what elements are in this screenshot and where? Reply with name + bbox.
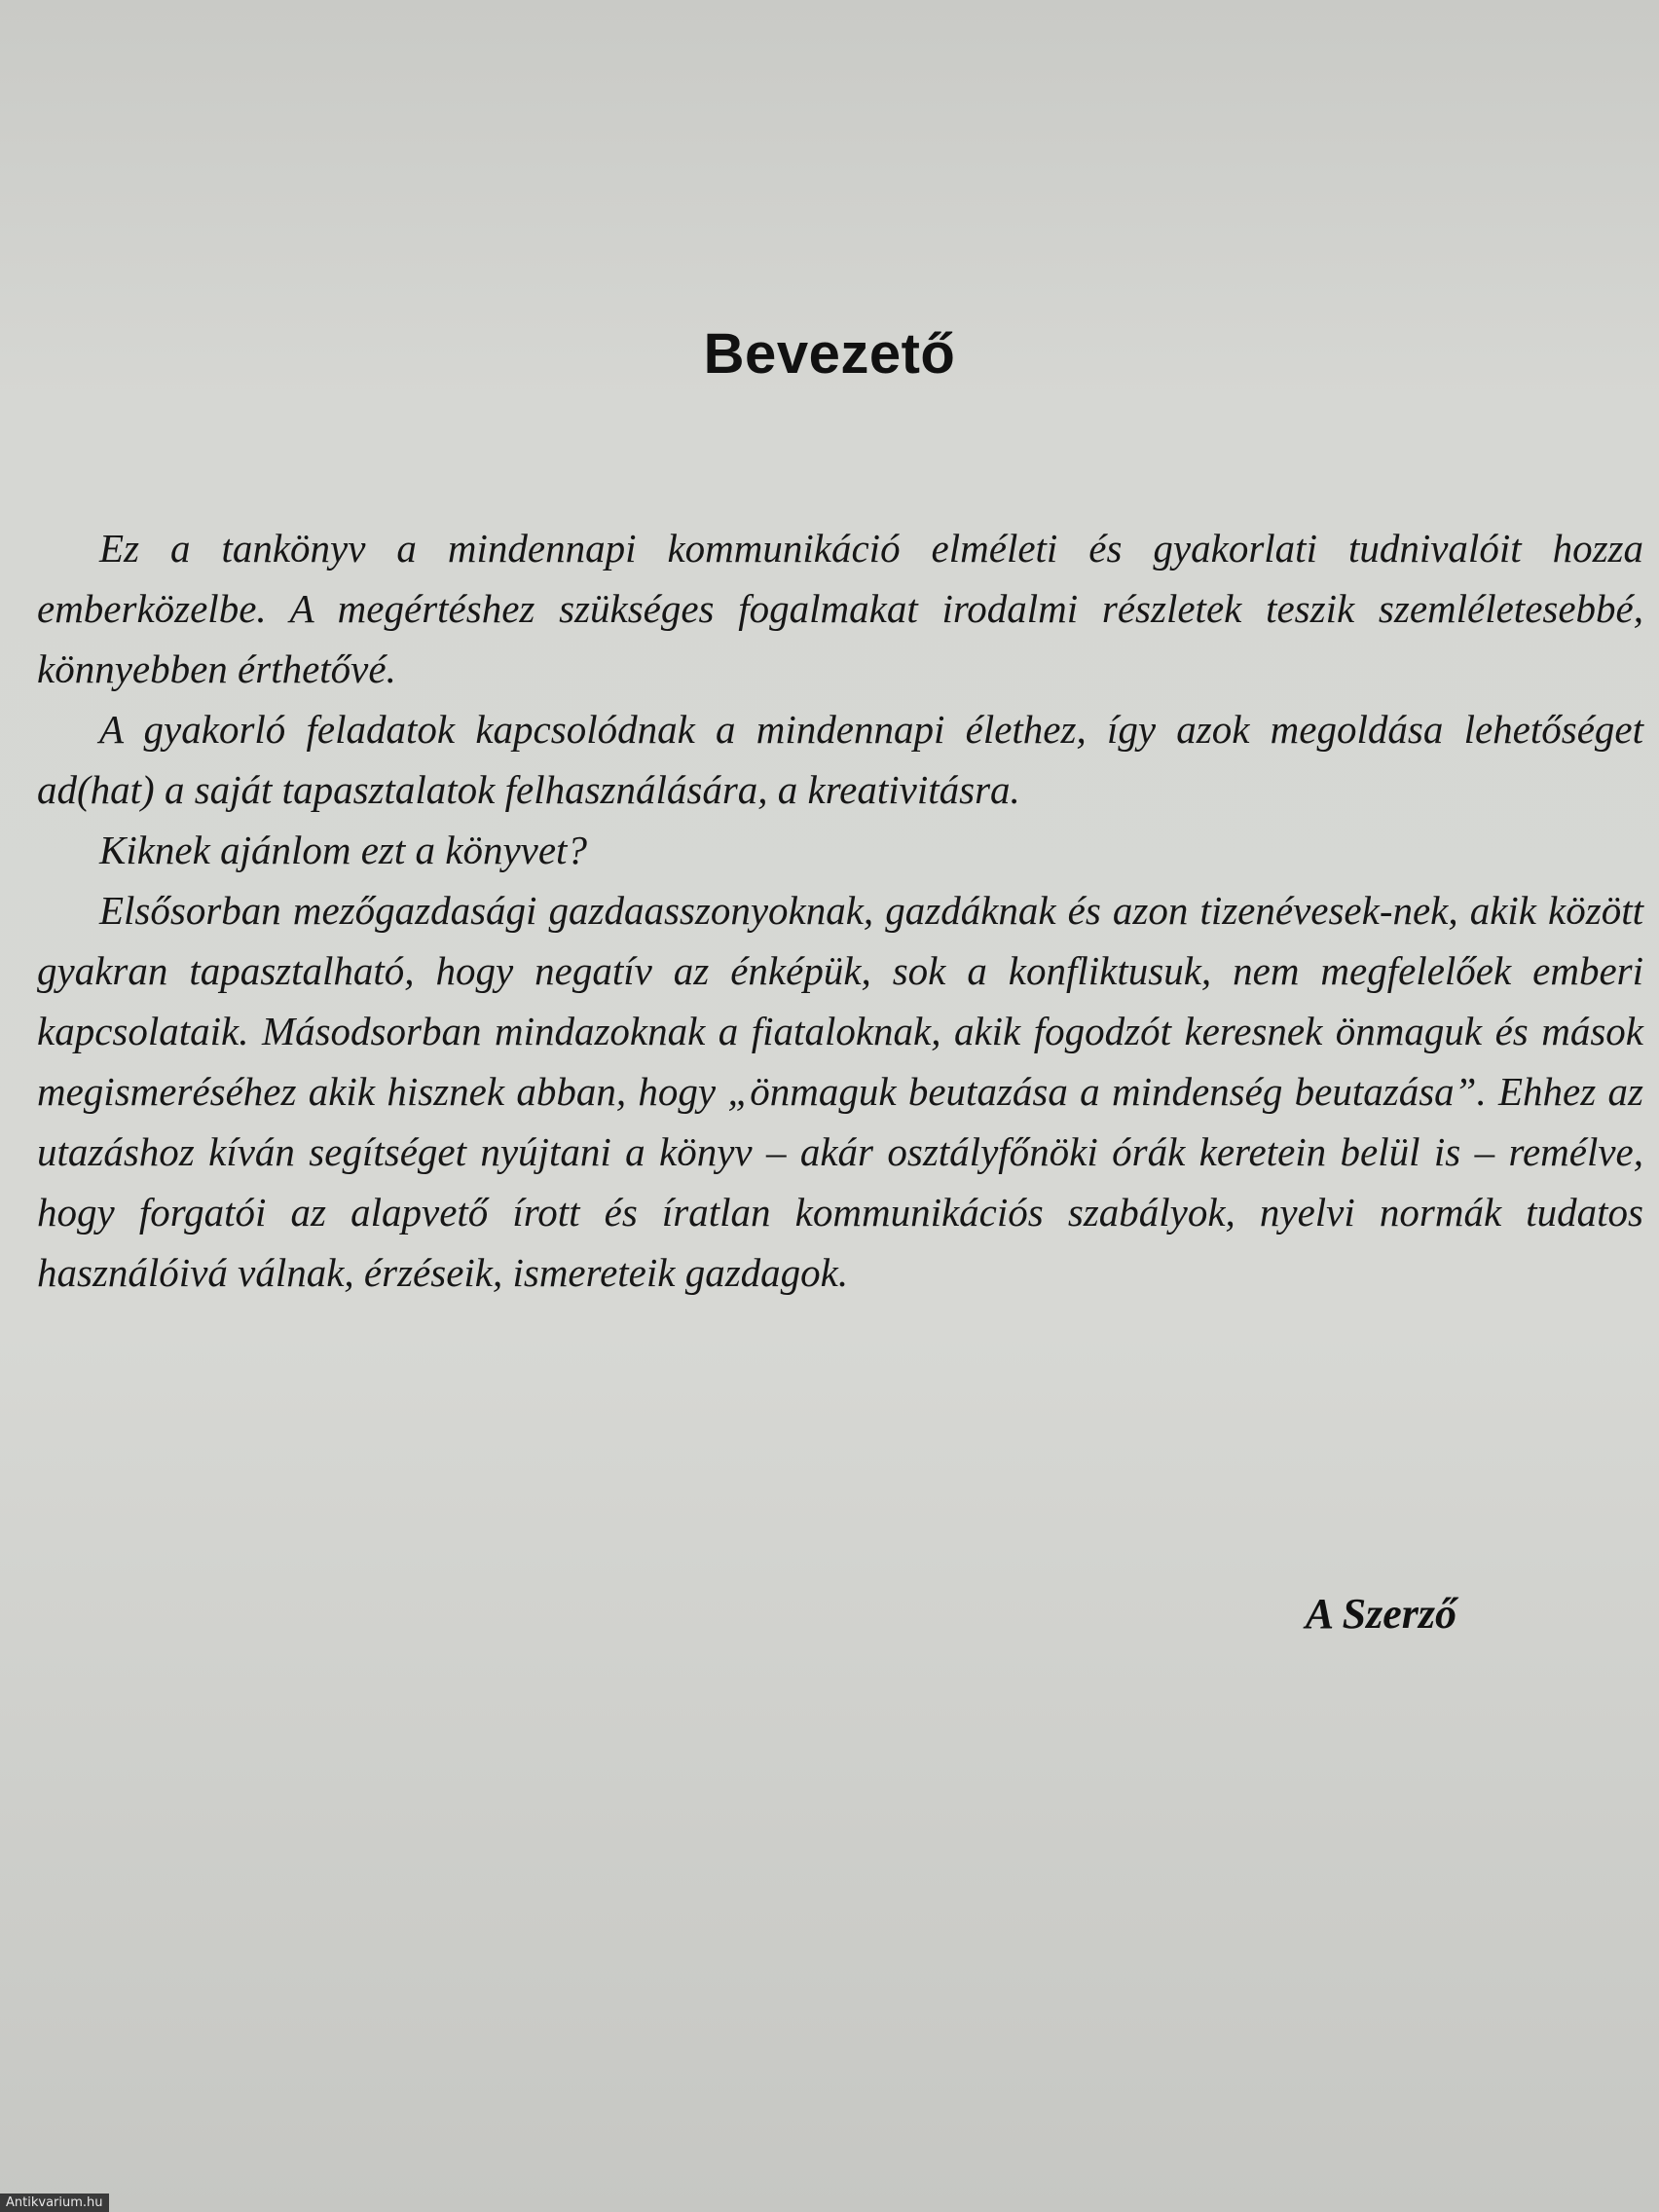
paragraph-3: Kiknek ajánlom ezt a könyvet? [99, 828, 587, 872]
paragraph-2: A gyakorló feladatok kapcsolódnak a mindennapi élethez, így azok megoldása lehetőséget ad(hat) a saját tapasztalatok felhasználására, a kreativitásra. [37, 707, 1643, 812]
page-title: Bevezető [703, 322, 956, 386]
author-signature: A Szerző [1305, 1590, 1456, 1638]
paragraph-4: Elsősorban mezőgazdasági gazdaasszonyoknak, gazdáknak és azon tizenévesek-nek, akik között gyakran tapasztalható, hogy negatív az énképük, sok a konfliktusuk, nem megfelelőek emberi kapcsolataik. Másodsorban mindazoknak a fiataloknak, akik fogodzót keresnek önmaguk és mások megismeréséhez akik hisznek abban, hogy „önmaguk beutazása a mindenség beutazása”. Ehhez az utazáshoz kíván segítséget nyújtani a könyv – akár osztályfőnöki órák keretein belül is – remélve, hogy forgatói az alapvető írott és íratlan kommunikációs szabályok, nyelvi normák tudatos használóivá válnak, érzéseik, ismereteik gazdagok. [37, 888, 1643, 1295]
watermark-label: Antikvarium.hu [0, 2194, 109, 2212]
paragraph-1: Ez a tankönyv a mindennapi kommunikáció elméleti és gyakorlati tudnivalóit hozza emberközelbe. A megértéshez szükséges fogalmakat irodalmi részletek teszik szemléletesebbé, könnyebben érthetővé. [37, 526, 1643, 691]
introduction-body [37, 518, 1643, 1303]
